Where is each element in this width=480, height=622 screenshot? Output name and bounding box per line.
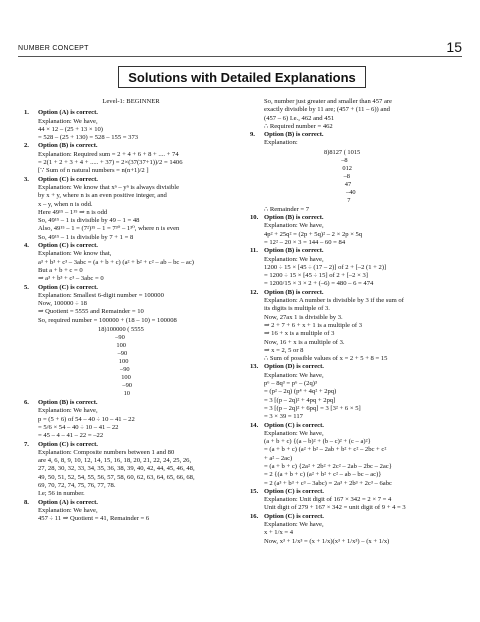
division-row: –8 xyxy=(343,172,350,180)
explanation-line: Explanation: We have, xyxy=(264,222,324,230)
explanation-line: So, required number = 100000 + (18 – 10) = 100008 xyxy=(38,316,177,324)
correct-option: Option (B) is correct. xyxy=(38,399,98,407)
question-number: 11. xyxy=(250,247,258,255)
question-number: 9. xyxy=(250,131,255,139)
division-row: 012 xyxy=(342,164,352,172)
explanation-line: its digits is multiple of 3. xyxy=(264,305,330,313)
explanation-line: = 12² – 20 × 3 = 144 – 60 = 84 xyxy=(264,238,346,246)
explanation-line: = 1200 ÷ 15 × [45 ÷ 15] of 2 + [–2 × 3] xyxy=(264,272,368,280)
explanation-line: So, 49¹⁵ – 1 is divisible by 49 – 1 = 48 xyxy=(38,217,140,225)
correct-option: Option (C) is correct. xyxy=(38,283,98,291)
explanation-line: = (p² – 2q) (p⁴ + 4q² + 2pq) xyxy=(264,388,337,396)
explanation-line: ⇒ Quotient = 5555 and Remainder = 10 xyxy=(38,308,144,316)
explanation-line: Explanation: We have, xyxy=(264,521,324,529)
correct-option: Option (B) is correct. xyxy=(264,214,324,222)
division-row: 47 xyxy=(344,180,352,188)
page-number: 15 xyxy=(446,39,462,55)
page-header xyxy=(18,36,462,57)
solution-item xyxy=(250,363,464,421)
explanation-line: p = (5 + 6) of 54 – 40 ÷ 10 – 41 – 22 xyxy=(38,415,135,423)
solution-item xyxy=(250,131,464,148)
page-title: Solutions with Detailed Explanations xyxy=(118,66,366,88)
explanation-line: Now, x³ + 1/x³ = (x + 1/x)(x³ + 1/x³) – (x + 1/x) xyxy=(264,537,390,545)
explanation-line: ⇒ x = 2, 5 or 8 xyxy=(264,346,304,354)
explanation-line: Unit digit of 279 + 167 × 342 = unit digit of 9 + 4 = 3 xyxy=(264,504,406,512)
solution-item xyxy=(24,326,238,398)
division-row: 7 xyxy=(347,196,351,204)
explanation-line: = (a + b + c) {2a² + 2b² + 2c² – 2ab – 2bc – 2ac} xyxy=(264,462,392,470)
explanation-line: Explanation: Composite numbers between 1 and 80 xyxy=(38,448,175,456)
explanation-line: 49, 50, 51, 52, 54, 55, 56, 57, 58, 60, 62, 63, 64, 65, 66, 68, xyxy=(38,473,195,481)
division-row: –90 xyxy=(115,334,125,342)
explanation-line: Explanation: A number is divisible by 3 if the sum of xyxy=(264,297,404,305)
explanation-line: 69, 70, 72, 74, 75, 76, 77, 78. xyxy=(38,481,116,489)
question-number: 12. xyxy=(250,288,259,296)
question-number: 10. xyxy=(250,214,259,222)
question-number: 4. xyxy=(24,242,29,250)
explanation-line: ∴ Remainder = 7 xyxy=(264,205,310,213)
division-row: –90 xyxy=(120,366,130,374)
solution-item xyxy=(24,441,238,499)
correct-option: Option (C) is correct. xyxy=(38,175,98,183)
question-number: 13. xyxy=(250,363,259,371)
explanation-line: = 5/6 × 54 – 40 ÷ 10 – 41 – 22 xyxy=(38,423,119,431)
right-column xyxy=(250,98,464,546)
correct-option: Option (D) is correct. xyxy=(264,363,324,371)
division-row: –90 xyxy=(117,350,128,358)
question-number: 7. xyxy=(24,440,29,448)
solution-item xyxy=(250,206,464,214)
explanation-line: Here 49¹⁵ – 1¹⁵ ⇒ n is odd xyxy=(38,208,108,216)
explanation-line: = 2 (a³ + b³ + c³ – 3abc) = 2a³ + 2b³ + 2c³ – 6abc xyxy=(264,479,392,487)
explanation-line: (a + b + c) {(a – b)² + (b – c)² + (c – a)²} xyxy=(264,438,371,446)
solution-item xyxy=(250,247,464,288)
solution-item xyxy=(250,149,464,205)
explanation-line: p⁶ – 8q³ = p⁶ – (2q)³ xyxy=(264,380,317,388)
correct-option: Option (B) is correct. xyxy=(264,247,324,255)
correct-option: Option (C) is correct. xyxy=(38,242,98,250)
solution-item xyxy=(24,176,238,242)
question-number: 14. xyxy=(250,421,259,429)
question-number: 1. xyxy=(24,109,29,117)
explanation-line: 1200 ÷ 15 × [45 ÷ (17 – 2)] of 2 + [–2 (1 + 2)] xyxy=(264,263,387,271)
solution-item xyxy=(250,422,464,488)
solution-item xyxy=(24,499,238,524)
explanation-line: = 2 {(a + b + c) (a² + b² + c² – ab – bc – ac)} xyxy=(264,471,382,479)
explanation-line: a³ + b³ + c³ – 3abc = (a + b + c) (a² + b² + c² – ab – bc – ac) xyxy=(38,258,194,266)
division-row: –8 xyxy=(341,156,348,164)
explanation-line: Explanation: xyxy=(264,139,298,147)
explanation-line: I.e; 56 in number. xyxy=(38,490,85,498)
explanation-line: (457 – 6) I.e., 462 and 451 xyxy=(264,114,335,122)
correct-option: Option (B) is correct. xyxy=(38,142,98,150)
explanation-line: Explanation: We have, xyxy=(38,407,98,415)
explanation-line: Also, 49¹⁵ – 1 = (7²)¹⁵ – 1 = 7³⁰ – 1³⁰, where n is even xyxy=(38,225,180,233)
explanation-line: Now, 27ax 1 is divisible by 3. xyxy=(264,313,343,321)
explanation-line: ∴ Required number = 462 xyxy=(264,122,333,130)
question-number: 8. xyxy=(24,498,29,506)
solution-item xyxy=(250,513,464,546)
explanation-line: + a² – 2ac) xyxy=(264,454,293,462)
explanation-line: = (a + b + c) (a² + b² – 2ab + b² + c² – 2bc + c² xyxy=(264,446,387,454)
explanation-line: = 3 [(p – 2q)² + 4pq + 2pq] xyxy=(264,396,336,404)
explanation-line: 27, 28, 30, 32, 33, 34, 35, 36, 38, 39, 40, 42, 44, 45, 46, 48, xyxy=(38,465,195,473)
division-row: 100 xyxy=(121,374,131,382)
division-row: 100 xyxy=(118,358,129,366)
section-label: NUMBER CONCEPT xyxy=(18,45,89,52)
solution-item xyxy=(250,98,464,131)
explanation-line: are 4, 6, 8, 9, 10, 12, 14, 15, 16, 18, 20, 21, 22, 24, 25, 26, xyxy=(38,457,192,465)
correct-option: Option (C) is correct. xyxy=(264,421,324,429)
explanation-line: 457 ÷ 11 ⇒ Quotient = 41, Remainder = 6 xyxy=(38,515,150,523)
solution-item xyxy=(24,109,238,142)
explanation-line: = 1200/15 × 3 × 2 + (–6) = 480 – 6 = 474 xyxy=(264,280,374,288)
explanation-line: So, 49¹⁵ – 1 is divisible by 7 + 1 = 8 xyxy=(38,233,134,241)
correct-option: Option (C) is correct. xyxy=(264,512,324,520)
level-heading: Level-1: BEGINNER xyxy=(102,98,160,105)
explanation-line: Explanation: We know that xⁿ – yⁿ is always divisible xyxy=(38,183,180,191)
explanation-line: Explanation: Unit digit of 167 × 342 = 2 × 7 = 4 xyxy=(264,496,392,504)
explanation-line: Explanation: We know that, xyxy=(38,250,112,258)
solution-item xyxy=(24,142,238,175)
correct-option: Option (A) is correct. xyxy=(38,109,98,117)
explanation-line: Explanation: Smallest 6-digit number = 100000 xyxy=(38,291,164,299)
explanation-line: Explanation: We have, xyxy=(264,255,324,263)
explanation-line: ⇒ 2 + 7 + 6 + x + 1 is a multiple of 3 xyxy=(264,321,363,329)
division-row: –90 xyxy=(122,382,132,390)
explanation-line: x – y, when n is odd. xyxy=(38,200,93,208)
question-number: 6. xyxy=(24,399,29,407)
explanation-line: Explanation: Required sum = 2 + 4 + 6 + 8 + .... + 74 xyxy=(38,150,179,158)
division-row: 18)100000 ( 5555 xyxy=(98,326,144,334)
division-row: –40 xyxy=(346,188,356,196)
explanation-line: = 2(1 + 2 + 3 + 4 + ..... + 37) = 2×(37(37+1))/2 = 1406 xyxy=(38,159,183,167)
explanation-line: Explanation: We have, xyxy=(38,506,98,514)
explanation-line: Now, 100000 ÷ 18 xyxy=(38,300,87,308)
solution-item xyxy=(250,488,464,513)
long-division xyxy=(98,326,238,398)
correct-option: Option (C) is correct. xyxy=(264,487,324,495)
explanation-line: = 45 – 4 – 41 – 22 = –22 xyxy=(38,432,104,440)
explanation-line: Now, 16 + x is a multiple of 3. xyxy=(264,338,345,346)
correct-option: Option (A) is correct. xyxy=(38,498,98,506)
solution-item xyxy=(24,399,238,440)
explanation-line: 44 × 12 – (25 + 13 × 10) xyxy=(38,125,104,133)
correct-option: Option (B) is correct. xyxy=(264,288,324,296)
explanation-line: = 3 [(p – 2q)² + 6pq] = 3 [3² + 6 × 5] xyxy=(264,404,361,412)
question-number: 16. xyxy=(250,512,259,520)
explanation-line: exactly divisible by 11 are; (457 + (11 – 6)) and xyxy=(264,106,390,114)
division-row: 10 xyxy=(123,390,130,398)
left-column xyxy=(24,98,238,523)
explanation-line: Explanation: We have, xyxy=(38,117,98,125)
explanation-line: ⇒ a³ + b³ + c³ – 3abc = 0 xyxy=(38,275,104,283)
explanation-line: = 3 × 39 = 117 xyxy=(264,413,303,421)
correct-option: Option (C) is correct. xyxy=(38,440,98,448)
division-row: 8)8127 ( 1015 xyxy=(324,148,361,156)
question-number: 15. xyxy=(250,487,259,495)
question-number: 2. xyxy=(24,142,29,150)
explanation-line: So, number just greater and smaller than 457 are xyxy=(264,98,392,105)
division-row: 100 xyxy=(116,342,126,350)
solution-item xyxy=(24,284,238,325)
explanation-line: = 528 – (25 + 130) = 528 – 155 = 373 xyxy=(38,134,139,142)
explanation-line: But a + b + c = 0 xyxy=(38,266,83,274)
solution-item xyxy=(24,242,238,283)
explanation-line: Explanation: We have, xyxy=(264,429,324,437)
solution-item xyxy=(250,214,464,247)
explanation-line: ∴ Sum of possible values of x = 2 + 5 + 8 = 15 xyxy=(264,355,388,363)
explanation-line: x + 1/x = 4 xyxy=(264,529,294,537)
explanation-line: [∵ Sum of n natural numbers = n(n+1)/2 ] xyxy=(38,167,149,175)
explanation-line: 4p² + 25q² = (2p + 5q)² – 2 × 2p × 5q xyxy=(264,230,363,238)
explanation-line: Explanation: We have, xyxy=(264,371,324,379)
explanation-line: by x + y, where n is an even positive integer, and xyxy=(38,192,167,200)
long-division xyxy=(324,149,464,205)
solution-item xyxy=(250,289,464,364)
question-number: 3. xyxy=(24,175,29,183)
correct-option: Option (B) is correct. xyxy=(264,131,324,139)
question-number: 5. xyxy=(24,283,29,291)
explanation-line: ⇒ 16 + x is a multiple of 3 xyxy=(264,330,335,338)
